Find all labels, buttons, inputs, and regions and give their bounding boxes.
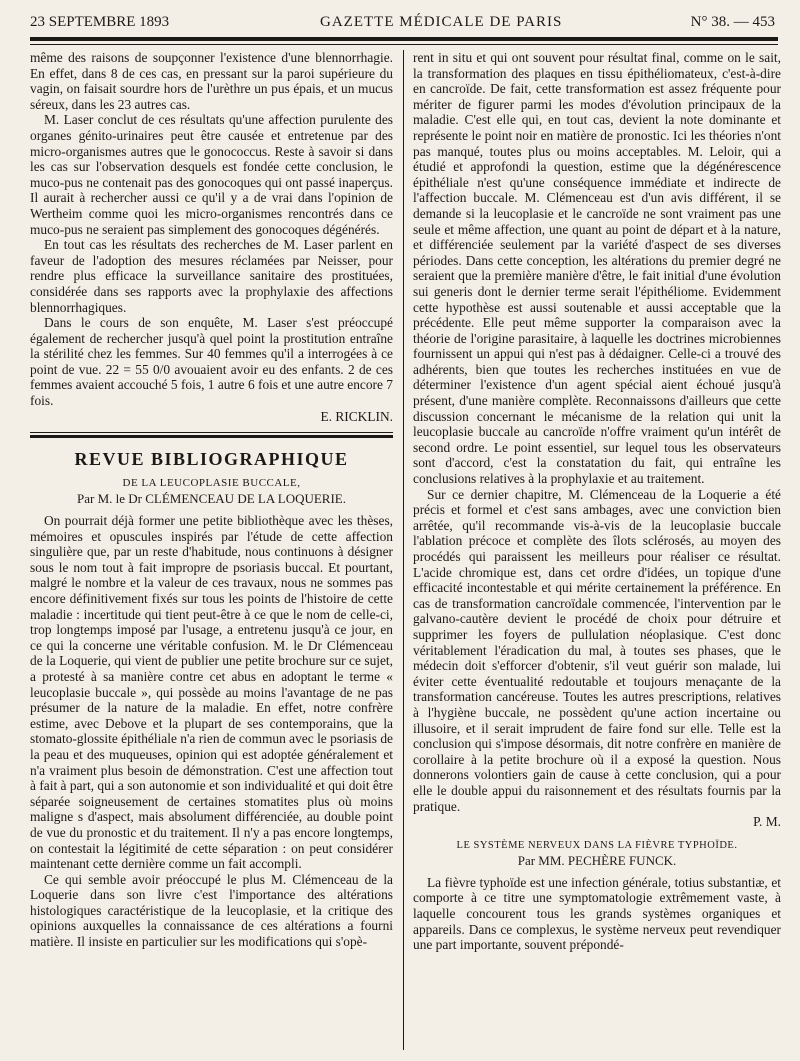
header-rule-thick bbox=[30, 37, 778, 41]
section-title: REVUE BIBLIOGRAPHIQUE bbox=[74, 449, 349, 470]
header-rule-thin bbox=[30, 44, 778, 45]
page-header bbox=[30, 8, 775, 34]
article-byline: Par M. le Dr CLÉMENCEAU DE LA LOQUERIE. bbox=[77, 491, 346, 507]
article-subject: DE LA LEUCOPLASIE BUCCALE, bbox=[122, 476, 301, 489]
author-signature: P. M. bbox=[753, 814, 781, 830]
column-divider bbox=[403, 50, 404, 1050]
section-rule bbox=[30, 432, 393, 433]
left-column bbox=[30, 50, 393, 950]
paragraph: La fièvre typhoïde est une infection générale, totius substantiæ, et comporte à ce titre une symptomatologie extrêmement vaste, à laquelle concourent tous les grands systèmes organiques et appareils. Dans ce complexus, le système nerveux peut revendiquer une part importante, souvent prépondé- bbox=[413, 874, 781, 953]
paragraph: Ce qui semble avoir préoccupé le plus M. Clémenceau de la Loquerie dans son livre c'est l'importance des altérations histologiques caractéristique de la leucoplasie, et la critique des opinions auxquelles la connaissance de ces altérations a fourni matière. Il insiste en particulier sur les modifications qui s'opè- bbox=[30, 871, 393, 950]
paragraph: On pourrait déjà former une petite bibliothèque avec les thèses, mémoires et opuscules inspirés par l'étude de cette affection singulière que, par un reste d'habitude, nous continuons à désigner sous le nom tout à fait impropre de psoriasis buccal. Et pourtant, malgré le nombre et la valeur de ces travaux, nous ne sommes pas encore définitivement fixés sur tous les points de l'histoire de cette maladie : incertitude qui tient peut-être à ce que le nom de celle-ci, trop longtemps imposé par l'usage, a entretenu jusqu'à ce jour, en ce qui la concerne une véritable confusion. M. le Dr Clémenceau de la Loquerie, qui vient de publier une petite brochure sur ce sujet, a protesté à sa manière contre cet abus en adoptant le terme « leucoplasie buccale », qui possède au moins l'avantage de ne pas présumer de la nature de la maladie. En effet, notre confrère estime, avec Debove et la plupart de ses contemporains, que la stomato-glossite épithéliale n'a rien de commun avec le psoriasis de la peau et des muqueuses, opinion qui est adoptée généralement et n'a vraiment plus besoin de démonstration. C'est une affection tout à fait à part, qui a son autonomie et son individualité et qui doit être séparée soigneusement de certaines stomatites plus où moins maligne s d'aspect, mais absolument différenciée, au double point de vue du pronostic et du traitement. Il n'y a pas encore longtemps, on contestait la légitimité de cette séparation : on peut considérer maintenant cette dernière comme un fait accompli. bbox=[30, 513, 393, 872]
paragraph: même des raisons de soupçonner l'existence d'une blennorrhagie. En effet, dans 8 de ces cas, en pressant sur la paroi supérieure du vagin, on faisait sourdre hors de l'urèthre un pus épais, et un mucus séreux, dans les 23 autres cas. bbox=[30, 50, 393, 112]
paragraph: Sur ce dernier chapitre, M. Clémenceau de la Loquerie a été précis et formel et c'est sans ambages, avec une conviction bien arrêtée, qu'il recommande vis-à-vis de la leucoplasie buccale l'ablation précoce et complète des îlots sclérosés, au moyen des procédés qui paraissent les meilleurs pour réaliser ce résultat. L'acide chromique est, dans cet ordre d'idées, un topique d'une efficacité incontestable et qui mérite certainement la préférence. En cas de transformation cancroïdale commencée, l'intervention par le galvano-cautère devient le procédé de choix pour détruire et supprimer les foyers de pullulation néoplasique. C'est donc véritablement l'éradication du mal, à toutes ses phases, que le médecin doit s'efforcer d'obtenir, s'il veut guérir son malade, lui éviter cette éventualité redoutable et toujours menaçante de la transformation cancéreuse. Toutes les autres prescriptions, relatives à l'hygiène buccale, ne possèdent qu'une action incertaine ou illusoire, et il serait imprudent de faire fond sur elle. Telle est la conclusion qui s'impose désormais, dit notre confrère en manière de corollaire à la petite brochure où il a exposé la question. Nous donnerons volontiers gain de cause à cette conclusion, qui a pour elle le double appui du raisonnement et des résultats fournis par la pratique. bbox=[413, 486, 781, 814]
paragraph: M. Laser conclut de ces résultats qu'une affection purulente des organes génito-urinaires peut être causée et entretenue par des micro-organismes autres que le gonococcus. Reste à savoir si dans les cas sur l'observation desquels est fondée cette conclusion, le muco-pus ne contenait pas des gonocoques qui ont passé inaperçus. Il aurait à rechercher aussi ce qu'il y a de vrai dans l'opinion de Wertheim comme quoi les micro-organismes rencontrés dans ce muco-pus ne seraient pas simplement des gonocoques dégénérés. bbox=[30, 112, 393, 237]
article-byline: Par MM. PECHÈRE FUNCK. bbox=[517, 853, 677, 869]
article-subject: LE SYSTÈME NERVEUX DANS LA FIÈVRE TYPHOÏDE. bbox=[456, 839, 738, 851]
section-rule-thick bbox=[30, 435, 393, 438]
issue-date: 23 SEPTEMBRE 1893 bbox=[30, 14, 170, 30]
journal-title: GAZETTE MÉDICALE DE PARIS bbox=[320, 14, 563, 30]
right-column bbox=[413, 50, 781, 953]
paragraph: En tout cas les résultats des recherches de M. Laser parlent en faveur de l'adoption des mesures réclamées par Neisser, pour rendre plus efficace la surveillance sanitaire des prostituées, considérée dans ses rapports avec la prophylaxie des affections blennorrhagiques. bbox=[30, 237, 393, 315]
paragraph: rent in situ et qui ont souvent pour résultat final, comme on le sait, la transformation des plaques en tissu épithéliomateux, c'est-à-dire en cancroïde. De fait, cette transformation est assez fréquente pour mériter de figurer parmi les modes d'évolution principaux de la maladie. C'est elle qui, en tout cas, devient la note dominante et représente le point noir en matière de pronostic. Ici les théories n'ont pas manqué, toutes plus ou moins acceptables. M. Leloir, qui a étudié et approfondi la question, estime que la dégénérescence épithéliale n'est qu'une conséquence immédiate et indirecte de l'affection buccale. M. Clémenceau est d'un avis différent, il se demande si la leucoplasie et le cancroïde ne sont vraiment pas une seule et même affection, une quant au point de départ et à la nature, et différenciée seulement par la variété d'aspect de ses diverses périodes. Dans cette conception, les altérations du premier degré ne seraient que la première manière d'être, le fait initial d'une évolution sui generis dont le dernier terme serait l'épithéliome. Evidemment cette hypothèse est aussi soutenable et aussi acceptable que la précédente. Elle peut même supporter la comparaison avec la théorie de l'origine parasitaire, à laquelle les doctrines microbiennes fournissent un appui qui n'est pas à dédaigner. Celle-ci a trouvé des adhérents, bien que toutes les recherches instituées en vue de déterminer l'existence d'un agent spécial aient échoué jusqu'à présent, d'une manière complète. Reconnaissons d'ailleurs que cette discussion concernant le mécanisme de la relation qui unit la leucoplasie buccale au cancroïde n'offre vraiment qu'un intérêt de second ordre. Le point essentiel, sur lequel tous les observateurs sont d'accord, c'est la constatation du fait, qui entraîne les conclusions relatives à la prophylaxie et au traitement. bbox=[413, 50, 781, 487]
paragraph: Dans le cours de son enquête, M. Laser s'est préoccupé également de rechercher jusqu'à quel point la prostitution entraîne la stérilité chez les femmes. Sur 40 femmes qu'il a interrogées à ce point de vue. 22 = 55 0/0 avouaient avoir eu des enfants. 2 de ces femmes avaient accouché 5 fois, 1 autre 6 fois et une autre encore 7 fois. bbox=[30, 315, 393, 409]
author-signature: E. RICKLIN. bbox=[320, 408, 393, 424]
issue-page-number: N° 38. — 453 bbox=[690, 14, 775, 30]
